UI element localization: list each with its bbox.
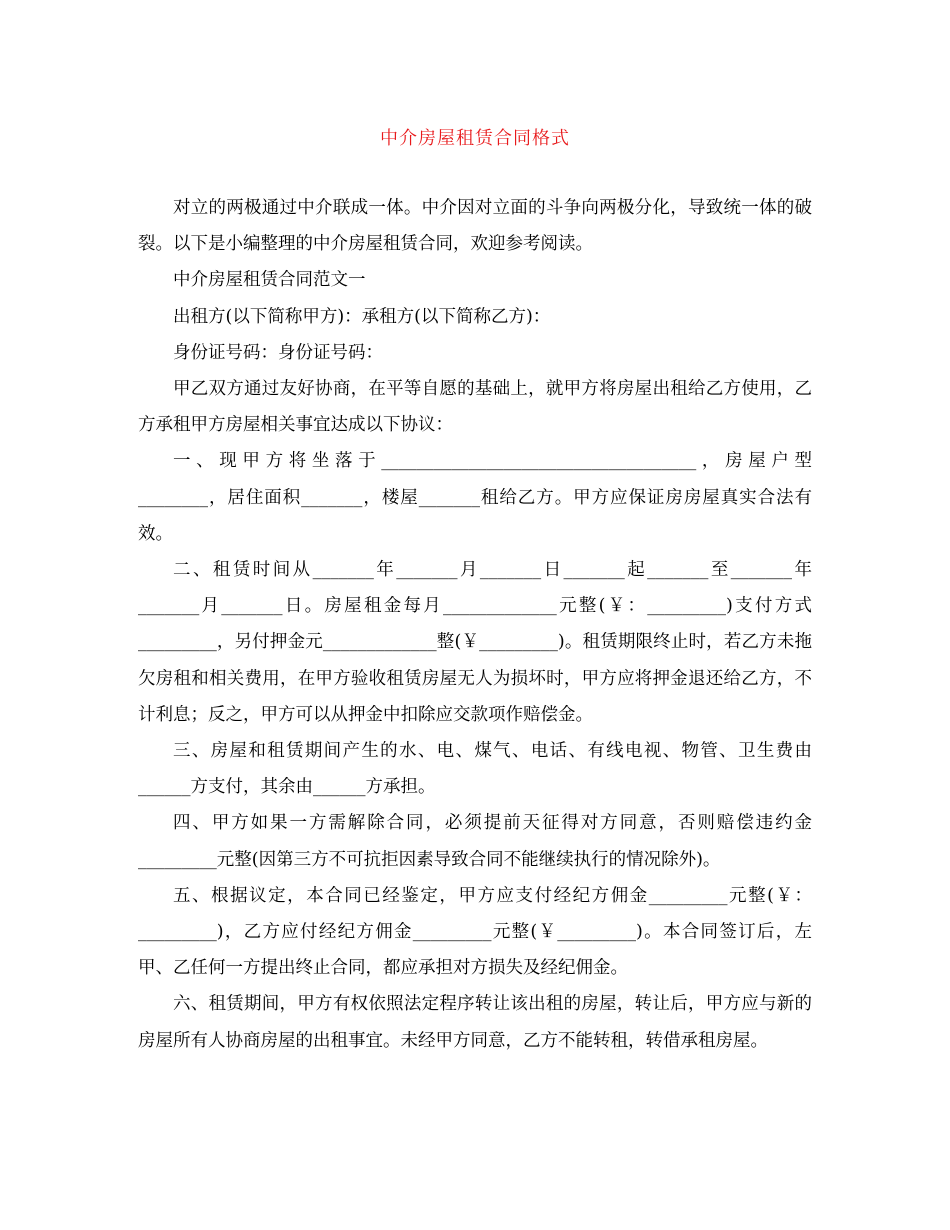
clause-6: 六、租赁期间，甲方有权依照法定程序转让该出租的房屋，转让后，甲方应与新的房屋所有人协商房屋的出租事宜。未经甲方同意，乙方不能转租，转借承租房屋。 (138, 994, 812, 1051)
clause-1: 一、现甲方将坐落于____________________________________，房屋户型________，居住面积_______，楼屋_______租给乙方。甲方应保证房房屋真实合法有效。 (138, 451, 812, 544)
document-body (138, 190, 812, 1059)
clause-5: 五、根据议定，本合同已经鉴定，甲方应支付经纪方佣金_________元整(￥：_________)，乙方应付经纪方佣金_________元整(￥_________)。本合同签订后，左甲、乙任何一方提出终止合同，都应承担对方损失及经纪佣金。 (138, 885, 812, 979)
id-number-line: 身份证号码：身份证号码： (173, 342, 383, 363)
clause-2: 二、租赁时间从_______年_______月_______日_______起_______至_______年_______月_______日。房屋租金每月_____________元整(￥：_________)支付方式_________，另付押金元_____________整(￥_________)。租赁期限终止时，若乙方未拖欠房租和相关费用，在甲方验收租赁房屋无人为损坏时，甲方应将押金退还给乙方，不计利息；反之，甲方可以从押金中扣除应交款项作赔偿金。 (138, 560, 812, 725)
clause-3: 三、房屋和租赁期间产生的水、电、煤气、电话、有线电视、物管、卫生费由______方支付，其余由______方承担。 (138, 741, 812, 798)
intro-paragraph: 对立的两极通过中介联成一体。中介因对立面的斗争向两极分化，导致统一体的破裂。以下是小编整理的中介房屋租赁合同，欢迎参考阅读。 (138, 198, 812, 255)
document-title: 中介房屋租赁合同格式 (380, 128, 570, 149)
clause-4: 四、甲方如果一方需解除合同，必须提前天征得对方同意，否则赔偿违约金_________元整(因第三方不可抗拒因素导致合同不能继续执行的情况除外)。 (138, 813, 812, 870)
agreement-preamble: 甲乙双方通过友好协商，在平等自愿的基础上，就甲方将房屋出租给乙方使用，乙方承租甲方房屋相关事宜达成以下协议： (138, 379, 812, 436)
section-heading: 中介房屋租赁合同范文一 (173, 270, 366, 291)
party-names-line: 出租方(以下简称甲方)：承租方(以下简称乙方)： (173, 306, 551, 327)
